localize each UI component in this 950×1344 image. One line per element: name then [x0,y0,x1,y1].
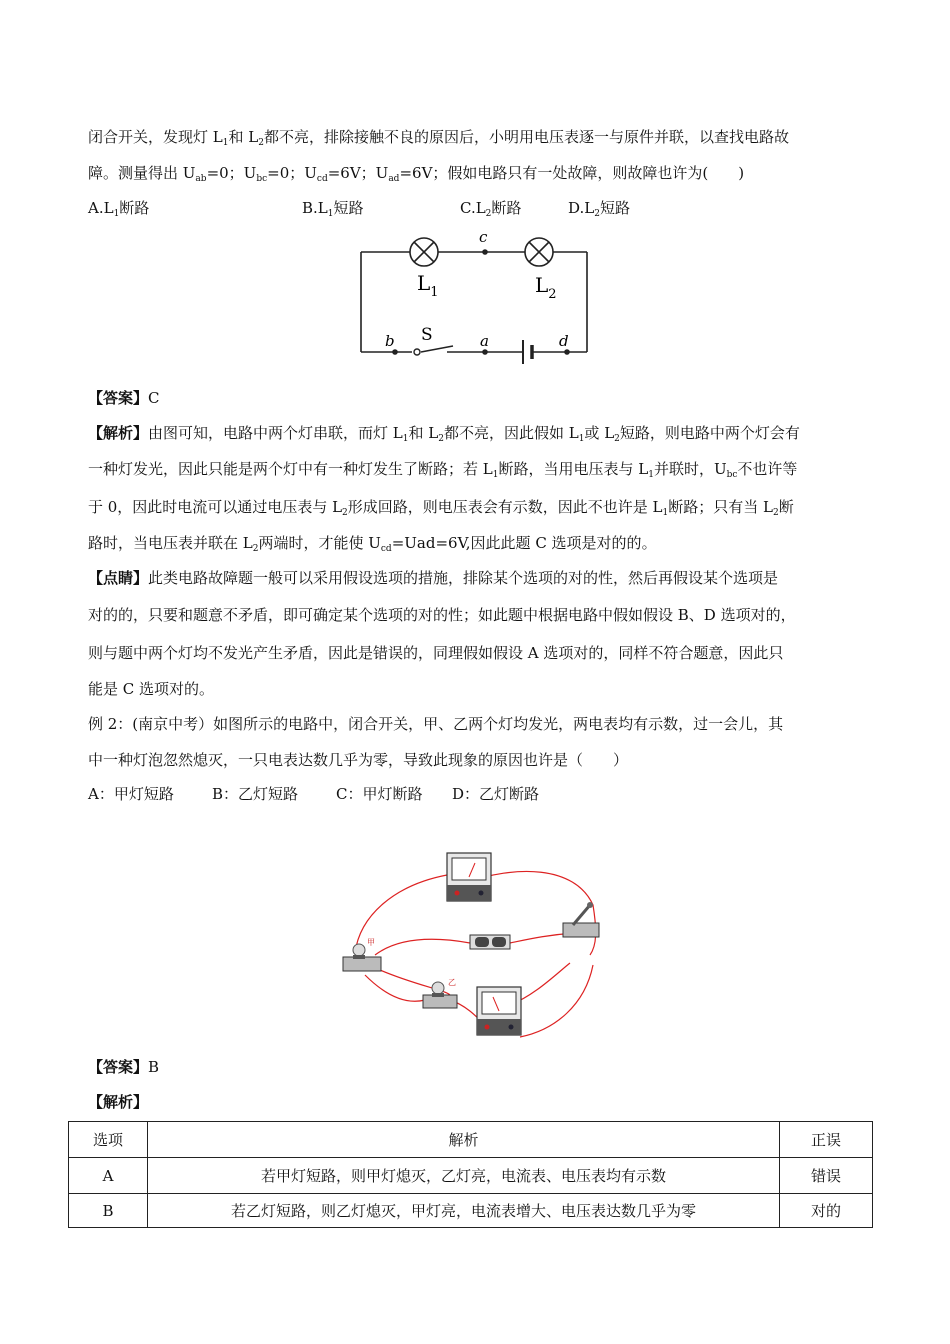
q1-option-b: $B.L_1$短路 [302,199,364,219]
q2-option-d: D：乙灯断路 [452,785,540,803]
label-jia: 甲 [367,938,375,947]
table-row [69,1194,873,1228]
q1-option-d: $D.L_2$短路 [568,199,630,219]
battery-pack-icon [470,935,510,949]
q1-tip-line-3: 则与题中两个灯均不发光产生矛盾，因此是错误的，同理假如假设 A 选项对的，同样不符合题意，因此只 [88,644,784,662]
q2-line-1: 例 2：(南京中考）如图所示的电路中，闭合开关，甲、乙两个灯均发光，两电表均有示数，过一会儿，其 [88,715,784,733]
node-b [392,349,398,355]
switch-pivot [414,349,420,355]
q2-option-c: C：甲灯断路 [336,785,423,803]
q1-analysis-line-3: 于 0，因此时电流可以通过电压表与 $L_2$形成回路，则电压表会有示数，因此不也许是 $L_1$断路；只有当 $L_2$断 [88,498,794,518]
table-cell: 若甲灯短路，则甲灯熄灭，乙灯亮，电流表、电压表均有示数 [148,1158,780,1194]
q1-option-a: $A.L_1$断路 [88,199,150,219]
label-c: c [479,230,488,246]
q2-option-a: A：甲灯短路 [88,785,174,803]
label-yi: 乙 [448,978,456,987]
table-header-cell: 正误 [780,1122,873,1158]
label-a: a [480,332,489,350]
q1-tip-line-1: 【点睛】此类电路故障题一般可以采用假设选项的措施，排除某个选项的对的性，然后再假设某个选项是 [88,569,779,587]
table-header-cell: 选项 [69,1122,148,1158]
q1-analysis-line-4: 路时，当电压表并联在 $L_2$两端时，才能使 $U_{cd}=Uad=6V$,因此此题 C 选项是对的的。 [88,534,657,554]
node-c [482,249,488,255]
battery-icon [523,340,532,364]
label-l1: $L_1$ [417,271,439,300]
lamp-l2-icon [525,238,553,266]
label-d: d [559,332,569,350]
q1-analysis-line-1: 【解析】由图可知，电路中两个灯串联，而灯 $L_1$和 $L_2$都不亮，因此假如 $L_1$或 $L_2$短路，则电路中两个灯会有 [88,424,800,444]
q2-line-2: 中一种灯泡忽然熄灭，一只电表达数几乎为零，导致此现象的原因也许是（ ） [88,751,629,769]
q1-tip-line-4: 能是 C 选项对的。 [88,680,215,698]
q1-line-2: 障。测量得出 $U_{ab}=0$；$U_{bc}=0$；$U_{cd}=6V$；$U_{ad}=6V$；假如电路只有一处故障，则故障也许为( ) [88,164,745,184]
label-s: S [421,325,433,345]
table-cell: 对的 [780,1194,873,1228]
ammeter-icon [477,987,521,1035]
q2-analysis-heading: 【解析】 [88,1093,149,1111]
table-cell: 错误 [780,1158,873,1194]
analysis-table [68,1121,873,1228]
q1-analysis-line-2: 一种灯发光，因此只能是两个灯中有一种灯发生了断路；若 $L_1$断路，当用电压表与 $L_1$并联时，$U_{bc}$不也许等 [88,460,798,480]
node-d [564,349,570,355]
table-row [69,1158,873,1194]
q1-option-c: $C.L_2$断路 [460,199,522,219]
circuit-diagram-1 [355,230,595,370]
label-b: b [385,332,395,350]
table-header-cell: 解析 [148,1122,780,1158]
table-cell: B [69,1194,148,1228]
table-header-row [69,1122,873,1158]
label-l2: $L_2$ [535,273,557,302]
node-a [482,349,488,355]
circuit-figure-2 [335,845,615,1060]
lamp-l1-icon [410,238,438,266]
voltmeter-icon [447,853,491,901]
q1-tip-line-2: 对的的，只要和题意不矛盾，即可确定某个选项的对的性；如此题中根据电路中假如假设 B、D 选项对的， [88,606,796,624]
q2-answer: 【答案】B [88,1058,160,1076]
q1-line-1: 闭合开关，发现灯 $L_1$和 $L_2$都不亮，排除接触不良的原因后，小明用电压表逐一与原件并联，以查找电路故 [88,128,789,148]
table-cell: 若乙灯短路，则乙灯熄灭，甲灯亮，电流表增大、电压表达数几乎为零 [148,1194,780,1228]
q2-option-b: B：乙灯短路 [212,785,299,803]
q1-answer: 【答案】C [88,389,160,407]
lamp-jia-icon [343,944,381,971]
table-cell: A [69,1158,148,1194]
